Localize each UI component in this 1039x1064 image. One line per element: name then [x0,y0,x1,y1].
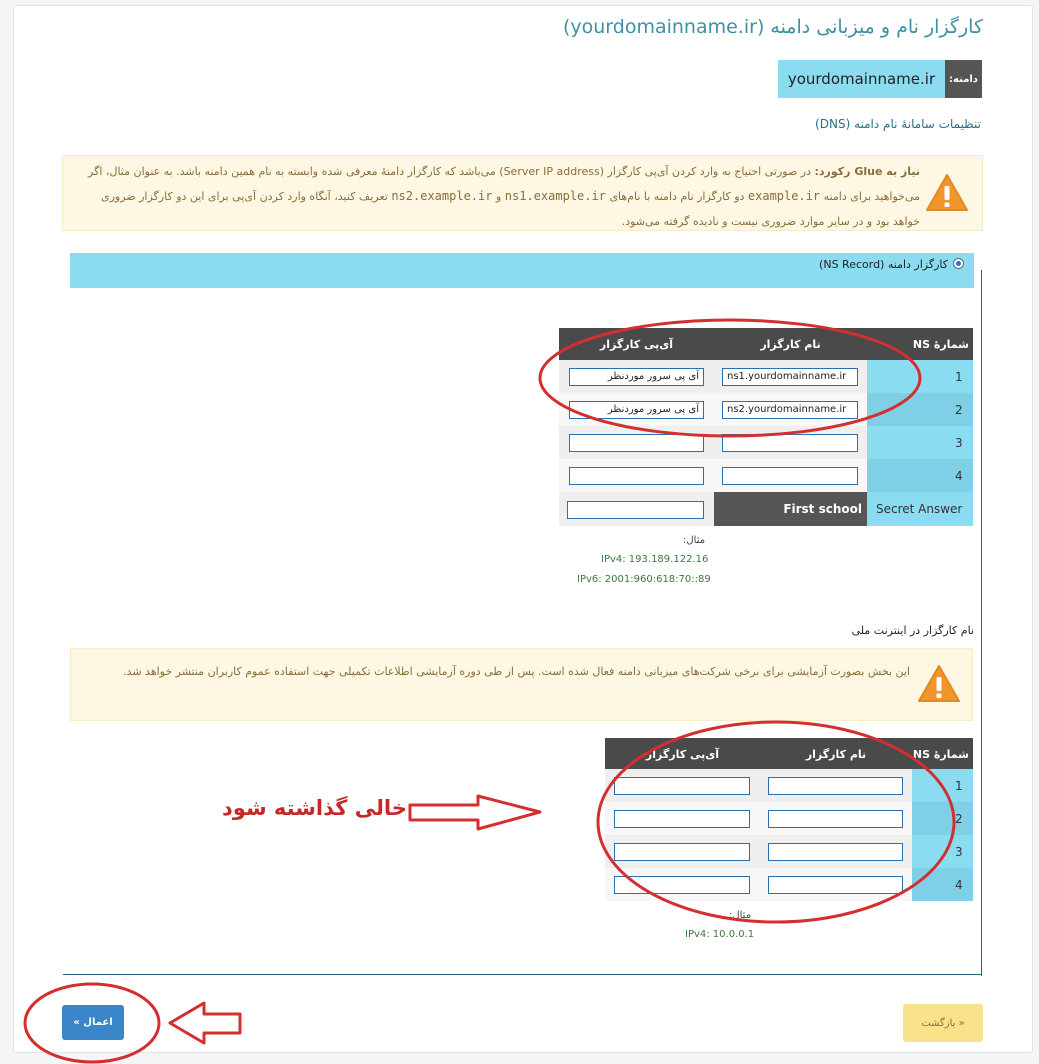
secret-answer-label: Secret Answer [867,492,973,526]
col-name-header: نام کارگزار [714,328,867,360]
ns-record-label: کارگزار دامنه (NS Record) [819,258,948,271]
example-label: مثال: [729,910,752,921]
national-section-title: نام کارگزار در اینترنت ملی [851,624,974,637]
example-label: مثال: [683,535,706,546]
col-num-header: شمارهٔ NS [867,328,973,360]
glue-alert-text: تعریف کنید، آنگاه وارد کردن آی‌پی برای این دو کارگزار ضروری خواهد بود و در سایر موارد ضروری نیست و نادیده گرفته می‌شود. [100,190,920,228]
arrow-right-icon [410,796,540,829]
arrow-left-icon [170,1003,240,1043]
page-title: کارگزار نام و میزبانی دامنه (yourdomainname.ir) [562,16,983,38]
example-ipv4: IPv4: 193.189.122.16 [601,554,709,565]
row-num: 1 [955,779,963,793]
national-alert: این بخش بصورت آزمایشی برای برخی شرکت‌های میزبانی دامنه فعال شده است. پس از طی دوره آزمایشی اطلاعات تکمیلی جهت استفاده عموم کاربران منتشر خواهد شد. [70,648,973,721]
row-num: 4 [955,878,963,892]
glue-alert-text: دو کارگزار نام دامنه با نام‌های [605,190,748,203]
row-num: 2 [955,403,963,417]
row-num: 2 [955,812,963,826]
glue-alert-text: در صورتی احتیاج به وارد کردن آی‌پی کارگزار (Server IP address) می‌باشد که کارگزار دامنهٔ معرفی شده وابسته به نام همین دامنه باشد. به عنوان مثال، اگر می‌خواهید برای دامنه [88,165,920,203]
row-num: 3 [955,436,963,450]
ns2-name-input[interactable]: ns2.yourdomainname.ir [722,401,858,419]
glue-code-ns2: ns2.example.ir [391,189,493,203]
example-ipv4: IPv4: 10.0.0.1 [685,929,755,940]
row-num: 1 [955,370,963,384]
ns1-ip-input[interactable]: آی پی سرور موردنظر [569,368,704,386]
back-button[interactable]: « بازگشت [903,1004,983,1042]
domain-label: دامنه: [945,60,982,98]
col-num-header: شمارهٔ NS [912,738,973,769]
ns2-ip-input[interactable]: آی پی سرور موردنظر [569,401,704,419]
dns-subtitle: تنظیمات سامانهٔ نام دامنه (DNS) [815,117,981,131]
col-name-header: نام کارگزار [760,738,912,769]
leave-empty-annotation: خالی گذاشته شود [222,796,407,820]
glue-alert-title: نیاز به Glue رکورد: [814,165,920,178]
glue-code-ns1: ns1.example.ir [504,189,606,203]
apply-button[interactable]: اعمال » [62,1005,124,1040]
row-num: 4 [955,469,963,483]
ns1-name-input[interactable]: ns1.yourdomainname.ir [722,368,858,386]
secret-answer-value: First school [714,492,867,526]
example-ipv6: IPv6: 2001:960:618:70::89 [577,574,711,585]
highlight-ellipse-ns-rows [540,320,920,436]
highlight-ellipse-apply [25,984,159,1062]
domain-value: yourdomainname.ir [778,60,945,98]
highlight-ellipse-national-table [598,722,954,922]
glue-alert-text: و [492,190,505,203]
col-ip-header: آی‌پی کارگزار [605,738,760,769]
col-ip-header: آی‌پی کارگزار [559,328,714,360]
glue-code-domain: example.ir [747,189,821,203]
row-num: 3 [955,845,963,859]
